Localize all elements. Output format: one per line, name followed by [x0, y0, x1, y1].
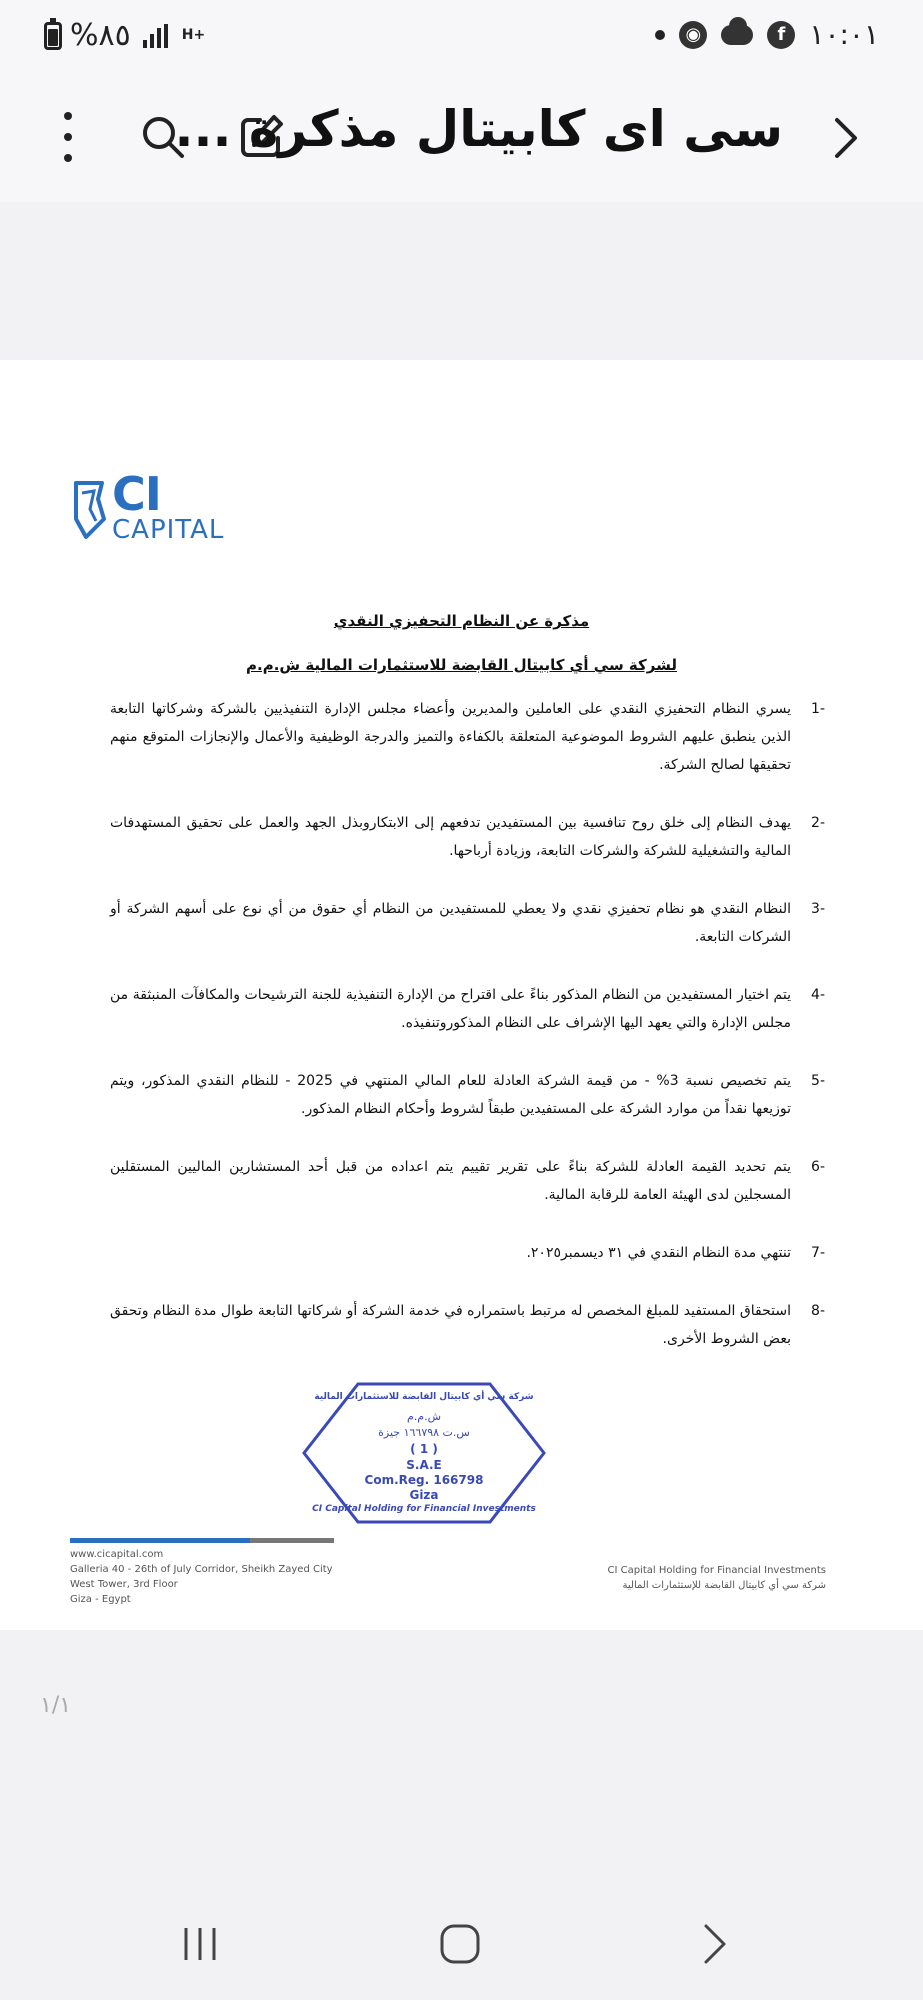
dot-icon	[655, 30, 665, 40]
back-icon[interactable]	[821, 114, 869, 162]
clause-item	[110, 1297, 825, 1353]
clause-number: -2	[811, 815, 825, 831]
document-heading: مذكرة عن النظام التحفيزي النقدي	[333, 612, 590, 630]
stamp-sae: S.A.E	[406, 1458, 442, 1472]
battery-percent: %٨٥	[70, 18, 131, 53]
clause-text: يتم تخصيص نسبة 3% - من قيمة الشركة العادلة للعام المالي المنتهي في 2025 - للنظام النقدي المذكور، ويتم توزيعها نقداً من موارد الشركة على المستفيدين طبقاً لشروط وأحكام النظام المذكور.	[110, 1073, 791, 1117]
stamp-giza: Giza	[409, 1488, 439, 1502]
clause-text: يسري النظام التحفيزي النقدي على العاملين والمديرين وأعضاء مجلس الإدارة التنفيذيين بالشركة وشركاتها التابعة الذين ينطبق عليهم الشروط الموضوعية المتعلقة بالكفاءة والتميز والدرجة الوظيفية والأعمال والإنجازات المتوقع منهم تحقيقها لصالح الشركة.	[110, 701, 791, 773]
ci-capital-logo	[72, 467, 242, 545]
clause-item	[110, 1067, 825, 1123]
clause-number: -8	[811, 1303, 825, 1319]
clause-item	[110, 981, 825, 1037]
logo-capital-text: CAPITAL	[112, 515, 225, 545]
footer-address-line: Galleria 40 - 26th of July Corridor, Sheikh Zayed City	[70, 1564, 333, 1575]
logo-mark-icon	[72, 479, 108, 541]
stamp-number: ( 1 )	[410, 1442, 438, 1456]
logo-ci-text: CI	[112, 467, 161, 521]
clause-text: يهدف النظام إلى خلق روح تنافسية بين المستفيدين تدفعهم إلى الابتكاروبذل الجهد والعمل على تحقيق المستهدفات المالية والتشغيلية للشركة والشركات التابعة، وزيادة أرباحها.	[110, 815, 791, 859]
clause-number: -6	[811, 1159, 825, 1175]
clause-item	[110, 695, 825, 779]
stamp-english-name: CI Capital Holding for Financial Investments	[312, 1504, 536, 1514]
page-indicator: ١/١	[40, 1693, 72, 1718]
footer-accent-bar	[70, 1538, 250, 1543]
status-bar	[0, 0, 923, 72]
clause-item	[110, 895, 825, 951]
footer-company	[607, 1563, 826, 1593]
facebook-icon: f	[767, 21, 795, 49]
clause-item	[110, 1153, 825, 1209]
clause-number: -5	[811, 1073, 825, 1089]
status-time: ١٠:٠١	[809, 18, 879, 51]
signal-icon	[143, 24, 168, 48]
clause-text: تنتهي مدة النظام النقدي في ٣١ ديسمبر٢٠٢٥.	[526, 1245, 791, 1261]
network-type: H+	[181, 27, 206, 43]
clause-text: استحقاق المستفيد للمبلغ المخصص له مرتبط باستمراره في خدمة الشركة أو شركاتها التابعة طوال مدة النظام وتحقق بعض الشروط الأخرى.	[110, 1303, 791, 1347]
status-right-group	[655, 18, 879, 51]
clause-item	[110, 809, 825, 865]
stamp-arabic-name: شركة سي أي كابيتال القابضة للاستثمارات المالية	[314, 1392, 534, 1402]
cloud-icon	[721, 25, 753, 45]
clause-number: -7	[811, 1245, 825, 1261]
footer-company-ar: شركة سي أي كابيتال القابضة للإستثمارات المالية	[622, 1580, 826, 1591]
navigation-bar	[0, 1880, 923, 2000]
clauses-list	[110, 695, 825, 1353]
footer-website: www.cicapital.com	[70, 1549, 164, 1560]
more-icon[interactable]	[58, 112, 78, 162]
clause-text: النظام النقدي هو نظام تحفيزي نقدي ولا يعطي للمستفيدين من النظام أي حقوق من أي نوع على أسهم الشركة أو الشركات التابعة.	[110, 901, 791, 945]
clause-text: يتم اختيار المستفيدين من النظام المذكور بناءً على اقتراح من الإدارة التنفيذية للجنة الترشيحات والمكافآت المنبثقة من مجلس الإدارة والتي يعهد اليها الإشراف على النظام المذكوروتنفيذه.	[110, 987, 791, 1031]
chrome-icon: ◉	[679, 21, 707, 49]
clause-number: -3	[811, 901, 825, 917]
document-subheading: لشركة سي أي كابيتال القابضة للاستثمارات المالية ش.م.م	[246, 656, 677, 674]
document-title: سى اى كابيتال مذكرة ...	[174, 100, 783, 158]
footer-address	[70, 1547, 333, 1607]
home-icon[interactable]	[436, 1920, 484, 1968]
footer-address-line: West Tower, 3rd Floor	[70, 1579, 178, 1590]
clause-text: يتم تحديد القيمة العادلة للشركة بناءً على تقرير تقييم يتم اعداده من قبل أحد المستشارين الماليين المستقلين المسجلين لدى الهيئة العامة للرقابة المالية.	[110, 1159, 791, 1203]
battery-icon	[44, 22, 62, 50]
clause-item	[110, 1239, 825, 1267]
footer-divider-bar	[250, 1538, 334, 1543]
recent-apps-icon[interactable]	[176, 1920, 224, 1968]
stamp-arabic-reg: س.ت ١٦٦٧٩٨ جيزة	[378, 1426, 470, 1439]
document-page[interactable]	[0, 360, 923, 1630]
footer-address-line: Giza - Egypt	[70, 1594, 131, 1605]
clause-number: -4	[811, 987, 825, 1003]
app-header	[0, 72, 923, 202]
footer-company-en: CI Capital Holding for Financial Investments	[607, 1565, 826, 1576]
stamp-arabic-code: ش.م.م	[406, 1410, 442, 1423]
clause-number: -1	[811, 701, 825, 717]
company-stamp	[298, 1378, 550, 1528]
status-left-group	[44, 18, 205, 53]
back-nav-icon[interactable]	[692, 1920, 740, 1968]
stamp-com-reg: Com.Reg. 166798	[364, 1473, 484, 1487]
